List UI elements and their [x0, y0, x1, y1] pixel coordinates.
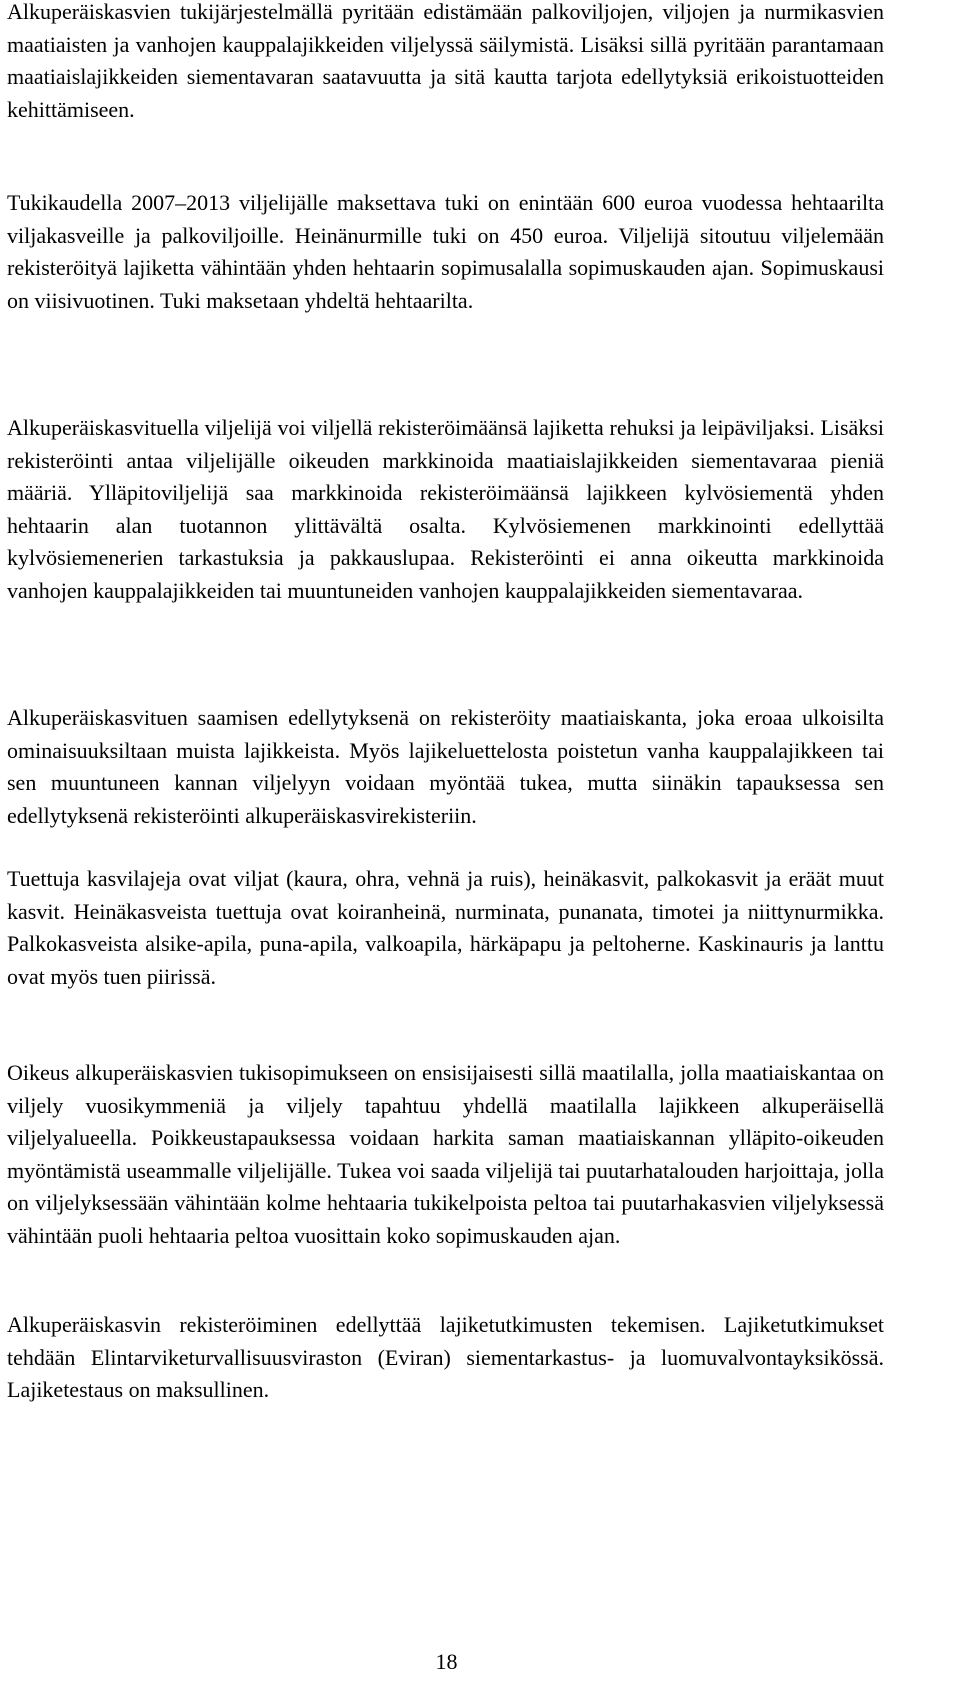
paragraph-support-conditions: Alkuperäiskasvituen saamisen edellytyksenä on rekisteröity maatiaiskanta, joka eroaa ulkoisilta ominaisuuksiltaan muista lajikkeista. Myös lajikeluettelosta poistetun vanha kauppalajikkeen tai sen muuntuneen kannan viljelyyn voidaan myöntää tukea, mutta siinäkin tapauksessa sen edellytyksenä rekisteröinti alkuperäiskasvirekisteriin.: [7, 705, 884, 828]
paragraph-support-amounts: Tukikaudella 2007–2013 viljelijälle maksettava tuki on enintään 600 euroa vuodessa hehtaarilta viljakasveille ja palkoviljoille. Heinänurmille tuki on 450 euroa. Viljelijä sitoutuu viljelemään rekisteröityä lajiketta vähintään yhden hehtaarin sopimusalalla sopimuskauden ajan. Sopimuskausi on viisivuotinen. Tuki maksetaan yhdeltä hehtaarilta.: [7, 190, 884, 313]
paragraph-eligibility: Oikeus alkuperäiskasvien tukisopimukseen on ensisijaisesti sillä maatilalla, jolla maatiaiskantaa on viljely vuosikymmeniä ja viljely tapahtuu yhdellä maatilalla lajikkeen alkuperäisellä viljelyalueella. Poikkeustapauksessa voidaan harkita saman maatiaiskannan ylläpito-oikeuden myöntämistä useammalle viljelijälle. Tukea voi saada viljelijä tai puutarhatalouden harjoittaja, jolla on viljelyksessään vähintään kolme hehtaaria tukikelpoista peltoa tai puutarhakasvien viljelyksessä vähintään puoli hehtaaria peltoa vuosittain koko sopimuskauden ajan.: [7, 1060, 884, 1248]
paragraph-usage-rights: Alkuperäiskasvituella viljelijä voi viljellä rekisteröimäänsä lajiketta rehuksi ja leipäviljaksi. Lisäksi rekisteröinti antaa viljelijälle oikeuden markkinoida maatiaislajikkeiden siementavaraa pieniä määriä. Ylläpitoviljelijä saa markkinoida rekisteröimäänsä lajikkeen kylvösiementä yhden hehtaarin alan tuotannon ylittävältä osalta. Kylvösiemenen markkinointi edellyttää kylvösiemenerien tarkastuksia ja pakkauslupaa. Rekisteröinti ei anna oikeutta markkinoida vanhojen kauppalajikkeiden tai muuntuneiden vanhojen kauppalajikkeiden siementavaraa.: [7, 415, 884, 603]
paragraph-program-goals: Alkuperäiskasvien tukijärjestelmällä pyritään edistämään palkoviljojen, viljojen ja nurmikasvien maatiaisten ja vanhojen kauppalajikkeiden viljelyssä säilymistä. Lisäksi sillä pyritään parantamaan maatiaislajikkeiden siementavaran saatavuutta ja sitä kautta tarjota edellytyksiä erikoistuotteiden kehittämiseen.: [7, 0, 884, 122]
paragraph-supported-species: Tuettuja kasvilajeja ovat viljat (kaura, ohra, vehnä ja ruis), heinäkasvit, palkokasvit ja eräät muut kasvit. Heinäkasveista tuettuja ovat koiranheinä, nurminata, punanata, timotei ja niittynurmikka. Palkokasveista alsike-apila, puna-apila, valkoapila, härkäpapu ja peltoherne. Kaskinauris ja lanttu ovat myös tuen piirissä.: [7, 866, 884, 989]
page-number: 18: [435, 1649, 458, 1674]
paragraph-registration-research: Alkuperäiskasvin rekisteröiminen edellyttää lajiketutkimusten tekemisen. Lajiketutkimukset tehdään Elintarviketurvallisuusviraston (Eviran) siementarkastus- ja luomuvalvontayksikössä. Lajiketestaus on maksullinen.: [7, 1312, 884, 1402]
